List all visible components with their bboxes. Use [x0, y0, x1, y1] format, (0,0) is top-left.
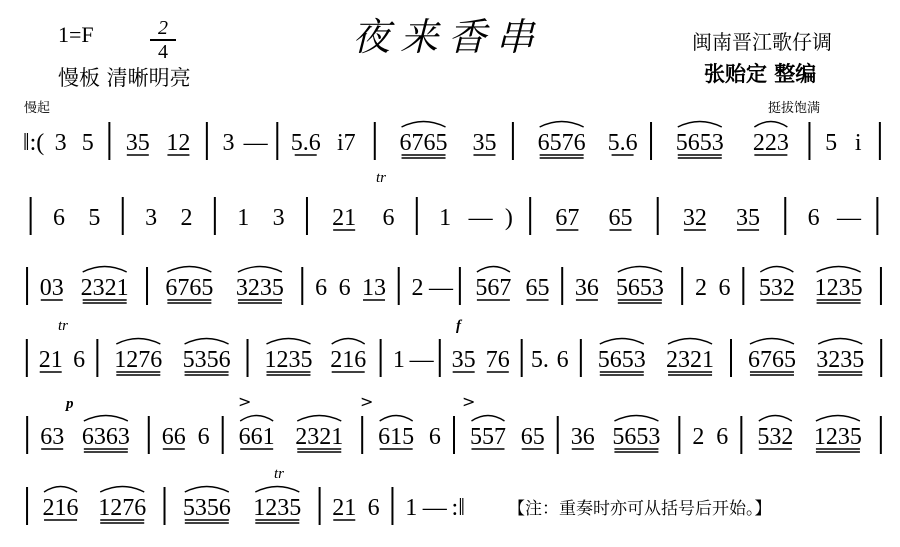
note-group: 1235 — [264, 347, 313, 373]
note-group: 67 — [555, 205, 580, 231]
slur-arc — [185, 339, 229, 345]
note-group: 6 — [338, 275, 351, 301]
key-signature: 1=F — [58, 22, 94, 47]
note-group: 223 — [752, 130, 789, 156]
note-group: 6576 — [537, 130, 586, 156]
slur-arc — [240, 416, 273, 422]
note-group: 6 — [556, 347, 569, 373]
note-group: 661 — [238, 424, 275, 450]
slur-arc — [83, 267, 127, 273]
slow-start-annotation: 慢起 — [24, 101, 51, 116]
score-line-tokens — [27, 416, 881, 455]
note-group: 5 — [825, 130, 838, 156]
score-line-tokens — [23, 122, 880, 161]
note-group: 6765 — [165, 275, 214, 301]
note-group: 5653 — [597, 347, 646, 373]
score-line-3 — [0, 263, 900, 309]
note-group: 1235 — [814, 275, 863, 301]
note-group: 6 — [716, 424, 729, 450]
accent-mark: > — [238, 392, 252, 411]
note-group: 5 — [81, 130, 94, 156]
note-group: 63 — [40, 424, 65, 450]
note-group: 6 — [367, 495, 380, 521]
note-group: 2321 — [80, 275, 129, 301]
repeat-sign: ‖:( — [22, 130, 45, 156]
note-group: 6 — [718, 275, 731, 301]
note-group: 6 — [197, 424, 210, 450]
score-line-tokens — [27, 487, 465, 526]
note-group: — — [422, 495, 447, 521]
trill-mark: tr — [274, 466, 285, 482]
slur-arc — [477, 267, 510, 273]
note-group: 36 — [574, 275, 599, 301]
note-group: — — [409, 347, 434, 373]
note-group: — — [243, 130, 268, 156]
slur-arc — [471, 416, 504, 422]
note-group: 6363 — [81, 424, 130, 450]
note-group: 3 — [272, 205, 285, 231]
note-group: 1 — [439, 205, 452, 231]
note-group: 3235 — [235, 275, 284, 301]
note-group: 6765 — [399, 130, 448, 156]
note-group: 1276 — [114, 347, 163, 373]
note-group: 6 — [807, 205, 820, 231]
trill-mark: tr — [376, 170, 387, 186]
slur-arc — [100, 487, 144, 493]
score-line-1 — [0, 118, 900, 164]
note-group: — — [837, 205, 862, 231]
accent-mark: > — [360, 392, 374, 411]
bright-full-annotation: 挺拔饱满 — [768, 101, 821, 116]
note-group: 3 — [145, 205, 158, 231]
note-group: 6 — [73, 347, 86, 373]
slur-arc — [238, 267, 282, 273]
note-group: 2 — [694, 275, 707, 301]
note-group: 5356 — [182, 495, 231, 521]
note-group: 65 — [608, 205, 633, 231]
slur-arc — [760, 267, 793, 273]
score-line-tokens — [27, 339, 881, 378]
note-group: 5.6 — [290, 130, 321, 156]
slur-arc — [754, 122, 787, 128]
slur-arc — [817, 267, 861, 273]
note-group: ) — [504, 205, 513, 231]
note-group: 5653 — [675, 130, 724, 156]
note-group: 36 — [570, 424, 595, 450]
note-group: 5.6 — [607, 130, 638, 156]
note-group: 03 — [39, 275, 64, 301]
score-line-tokens — [31, 197, 878, 235]
note-group: 557 — [469, 424, 506, 450]
slur-arc — [84, 416, 128, 422]
source-label: 闽南晋江歌仔调 — [692, 30, 832, 54]
note-group: 1276 — [98, 495, 147, 521]
note-group: i7 — [337, 130, 356, 156]
note-group: 5 — [88, 205, 101, 231]
slur-arc — [266, 339, 310, 345]
slur-arc — [750, 339, 794, 345]
slur-arc — [255, 487, 299, 493]
note-group: 532 — [758, 275, 795, 301]
slur-arc — [759, 416, 792, 422]
tempo-marking: 慢板 清晰明亮 — [58, 66, 191, 90]
note-group: 5653 — [612, 424, 661, 450]
note-group: 1235 — [253, 495, 302, 521]
slur-arc — [668, 339, 712, 345]
note-group: 35 — [472, 130, 497, 156]
slur-arc — [116, 339, 160, 345]
accent-mark: > — [462, 392, 476, 411]
slur-arc — [818, 339, 862, 345]
note-group: 2 — [411, 275, 424, 301]
note-group: — — [429, 275, 454, 301]
footnote: 【注：重奏时亦可从括号后开始。】 — [508, 499, 772, 519]
time-signature-top: 2 — [158, 17, 168, 39]
note-group: 66 — [161, 424, 186, 450]
note-group: 35 — [451, 347, 476, 373]
note-group: 2321 — [295, 424, 344, 450]
note-group: 21 — [332, 495, 357, 521]
note-group: 5653 — [615, 275, 664, 301]
note-group: 5356 — [182, 347, 231, 373]
trill-mark: tr — [58, 318, 69, 334]
note-group: 6 — [315, 275, 328, 301]
slur-arc — [614, 416, 658, 422]
slur-arc — [185, 487, 229, 493]
note-group: 76 — [485, 347, 510, 373]
score-line-2 — [0, 193, 900, 239]
note-group: 1235 — [813, 424, 862, 450]
slur-arc — [380, 416, 413, 422]
note-group: 65 — [525, 275, 550, 301]
note-group: 32 — [682, 205, 707, 231]
note-group: 216 — [330, 347, 367, 373]
note-group: 21 — [38, 347, 63, 373]
note-group: 3 — [222, 130, 235, 156]
arranger-label: 张贻定 整编 — [704, 62, 817, 86]
slur-arc — [600, 339, 644, 345]
time-signature-bottom: 4 — [158, 41, 168, 63]
score-line-4 — [0, 335, 900, 381]
slur-arc — [167, 267, 211, 273]
note-group: 2 — [180, 205, 193, 231]
slur-arc — [540, 122, 584, 128]
note-group: 35 — [125, 130, 150, 156]
note-group: 1 — [237, 205, 250, 231]
note-group: 2 — [692, 424, 705, 450]
slur-arc — [816, 416, 860, 422]
note-group: 6765 — [747, 347, 796, 373]
note-group: 3 — [54, 130, 67, 156]
note-group: 2321 — [666, 347, 715, 373]
time-signature — [150, 18, 176, 62]
note-group: 35 — [736, 205, 761, 231]
repeat-sign: :‖ — [451, 495, 465, 521]
note-group: 1 — [392, 347, 405, 373]
slur-arc — [402, 122, 446, 128]
note-group: i — [854, 130, 862, 156]
note-group: 3235 — [816, 347, 865, 373]
note-group: 6 — [52, 205, 65, 231]
note-group: 6 — [428, 424, 441, 450]
slur-arc — [332, 339, 365, 345]
note-group: 216 — [42, 495, 79, 521]
note-group: — — [468, 205, 493, 231]
note-group: 13 — [362, 275, 387, 301]
slur-arc — [618, 267, 662, 273]
slur-arc — [678, 122, 722, 128]
slur-arc — [44, 487, 77, 493]
note-group: 532 — [757, 424, 794, 450]
note-group: 21 — [332, 205, 357, 231]
score-line-tokens — [27, 267, 881, 306]
slur-arc — [297, 416, 341, 422]
piano-mark: p — [66, 396, 74, 412]
forte-mark: f — [456, 318, 461, 334]
note-group: 5. — [530, 347, 549, 373]
note-group: 1 — [405, 495, 418, 521]
note-group: 567 — [475, 275, 512, 301]
note-group: 615 — [378, 424, 415, 450]
note-group: 65 — [520, 424, 545, 450]
note-group: 6 — [382, 205, 395, 231]
note-group: 12 — [166, 130, 191, 156]
score-line-5 — [0, 412, 900, 458]
page-title: 夜来香串 — [352, 15, 545, 59]
